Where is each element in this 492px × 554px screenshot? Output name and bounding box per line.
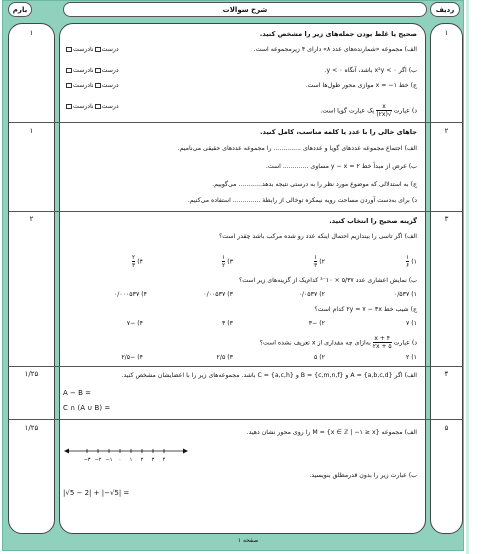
q4-line2: C ∩ (A ∪ B) =	[63, 404, 111, 412]
q1-b-options: درستنادرست	[65, 67, 119, 74]
score: ۱/۲۵	[24, 370, 39, 378]
score: ۱	[29, 127, 34, 135]
page-footer: صفحه ۱	[237, 537, 259, 544]
row-divider	[8, 419, 463, 420]
number-line-label: −۳	[83, 457, 91, 463]
q2-title: جاهای خالی را با عدد یا کلمه مناسب، کامل کنید.	[260, 128, 417, 136]
false-checkbox[interactable]	[66, 68, 72, 73]
number-line-label: −۲	[94, 457, 102, 463]
exam-sheet	[2, 0, 464, 551]
q2-item-c: ج) به استدلالی که موضوع مورد نظر را به درستی نتیجه بدهد............ می‌گوییم.	[212, 181, 417, 188]
number-line-label: ۱	[129, 457, 133, 463]
row-divider	[8, 122, 463, 123]
number-line-label: ۴	[162, 457, 166, 463]
q3-item-a: الف) اگر تاسی را بیندازیم احتمال اینکه عدد رو شده مرکب باشد چقدر است؟	[219, 233, 417, 240]
q3-a-opt4: ۴) $\frac{۲}{۳}$	[132, 254, 143, 269]
q1-item-c: ج) خط x = −۱ موازی محور طول‌ها است.	[305, 82, 417, 89]
row-number: ۴	[444, 370, 449, 378]
q2-item-d: د) برای به‌دست آوردن مساحت رویه نیمکره توخالی از رابطهٔ .............. استفاده می‌کنیم.	[187, 197, 417, 204]
true-checkbox[interactable]	[95, 47, 101, 52]
q1-d-options: درستنادرست	[65, 103, 119, 110]
q5-expression: |√5 − 2| + |−√5| =	[63, 489, 130, 497]
true-checkbox[interactable]	[95, 104, 101, 109]
q3-d-opt: ۱) ۲	[405, 354, 417, 361]
q1-item-b: ب) اگر x²y < ۰ باشد، آنگاه y < ۰.	[324, 67, 417, 74]
score-column	[8, 23, 55, 534]
q3-d-opt: ۴) −۲/۵	[121, 354, 143, 361]
q3-c-opt: ۴) −۷	[126, 320, 143, 327]
q4-line1: A − B =	[63, 389, 91, 397]
q3-c-opt: ۲) −۳	[308, 320, 325, 327]
q3-a-opt1: ۱) $\frac{۱}{۶}$	[406, 254, 417, 269]
row-number: ۲	[444, 127, 449, 135]
score: ۱/۲۵	[24, 424, 39, 432]
score: ۱	[29, 29, 34, 37]
q5-item-b: ب) عبارت زیر را بدون قدرمطلق بنویسید.	[309, 472, 417, 479]
q3-c-opt: ۱) ۷	[405, 320, 417, 327]
q3-a-opt3: ۳) $\frac{۱}{۲}$	[222, 254, 233, 269]
q3-b-opt: ۳) ۰/۰۰۵۳۷	[203, 291, 233, 298]
q3-title: گزینه صحیح را انتخاب کنید.	[329, 217, 417, 225]
q5-prompt: الف) مجموعه M = {x ∈ ℤ | −۱ ≥ x} را روی محور نشان دهید.	[246, 429, 417, 436]
q3-item-b: ب) نمایش اعشاری عدد ۵/۳۷ × ۱۰⁻³ کدام‌یک از گزینه‌های زیر است؟	[238, 277, 417, 284]
false-checkbox[interactable]	[66, 104, 72, 109]
q3-a-opt2: ۲) $\frac{۱}{۳}$	[314, 254, 325, 269]
score: ۲	[29, 215, 34, 223]
q1-c-options: درستنادرست	[65, 82, 119, 89]
number-line-label: −۱	[105, 457, 113, 463]
row-number-column	[430, 23, 463, 534]
true-checkbox[interactable]	[95, 68, 101, 73]
q3-b-opt: ۲) ۰/۰۵۳۷	[298, 291, 325, 298]
q3-item-d: د) عبارت $\frac{۴ + x}{۲x + ۵}$ به‌ازای چه مقداری از x تعریف نشده است؟	[259, 335, 417, 350]
true-checkbox[interactable]	[95, 83, 101, 88]
q1-a-options: درستنادرست	[65, 46, 119, 53]
fraction: $\frac{x}{√(۲x)}$	[376, 103, 392, 118]
q2-item-b: ب) عرض از مبدأ خط y − x = ۲ مساوی ............. است.	[265, 163, 417, 170]
false-checkbox[interactable]	[66, 83, 72, 88]
q1-item-d: د) عبارت $\frac{x}{√(۲x)}$ یک عبارت گویا است.	[320, 103, 417, 118]
number-line-label: ۲	[140, 457, 144, 463]
q2-item-a: الف) اجتماع مجموعه عددهای گویا و عددهای .............. را مجموعه عددهای حقیقی می‌نامیم.	[177, 145, 417, 152]
right-margin-rule	[466, 0, 469, 554]
header-row: ردیف	[430, 2, 460, 17]
q1-title: صحیح یا غلط بودن جمله‌های زیر را مشخص کنید.	[259, 30, 417, 38]
row-divider	[8, 211, 463, 212]
q3-d-opt: ۲) ۵	[313, 354, 325, 361]
q3-c-opt: ۳) ۳	[221, 320, 233, 327]
q3-d-opt: ۳) ۲/۵	[216, 354, 233, 361]
q4-prompt: الف) اگر A = {a,b,c,d} و B = {c,m,n,f} و C = {a,c,h} باشد. مجموعه‌های زیر را با اعضایشان مشخص کنید.	[121, 372, 417, 379]
q1-item-a: الف) مجموعه «شمارنده‌های عدد ۸» دارای ۴ زیرمجموعه است.	[253, 46, 417, 53]
header-questions: شرح سوالات	[63, 2, 427, 17]
q3-item-c: ج) شیب خط ۲y = ۷ − ۳x کدام است؟	[314, 306, 417, 313]
row-divider	[8, 366, 463, 367]
false-checkbox[interactable]	[66, 47, 72, 52]
number-line	[63, 444, 189, 464]
q3-b-opt: ۴) ۰/۰۰۰۵۳۷	[113, 291, 147, 298]
row-number: ۵	[444, 424, 449, 432]
row-number: ۱	[444, 29, 449, 37]
number-line-label: ۳	[151, 457, 155, 463]
q3-b-opt: ۱) ۰/۵۳۷	[393, 291, 417, 298]
number-line-label: ۰	[118, 457, 122, 463]
row-number: ۳	[444, 215, 449, 223]
header-score: بارم	[8, 2, 32, 17]
